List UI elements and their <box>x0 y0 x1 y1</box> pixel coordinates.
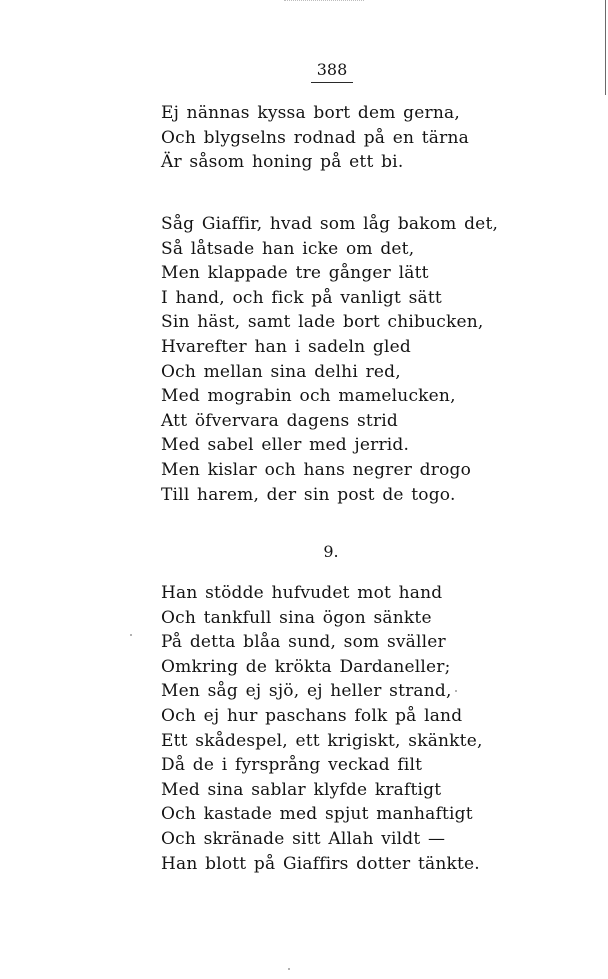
verse-line: Han blott på Giaffirs dotter tänkte. <box>161 853 480 874</box>
verse-line: Och skränade sitt Allah vildt — <box>161 828 446 849</box>
verse-line: Omkring de krökta Dardaneller; <box>161 656 451 677</box>
verse-line: Är såsom honing på ett bi. <box>161 152 404 173</box>
verse-line: Han stödde hufvudet mot hand <box>161 583 443 603</box>
verse-line: Till harem, der sin post de togo. <box>161 484 456 505</box>
verse-line: Med mograbin och mamelucken, <box>161 386 456 407</box>
verse-line: Då de i fyrsprång veckad filt <box>161 755 423 776</box>
verse-line: Med sina sablar klyfde kraftigt <box>161 779 442 800</box>
verse-line: Och tankfull sina ögon sänkte <box>161 607 432 628</box>
verse-line: Så låtsade han icke om det, <box>161 238 415 259</box>
verse-line: Sin häst, samt lade bort chibucken, <box>161 312 484 333</box>
stanza-1 <box>161 101 469 175</box>
page-edge-line <box>605 0 606 95</box>
verse-line: Och ej hur paschans folk på land <box>161 705 463 726</box>
verse-line: Men klappade tre gånger lätt <box>161 263 429 284</box>
verse-line: Ett skådespel, ett krigiskt, skänkte, <box>161 730 483 751</box>
verse-line: Och mellan sina delhi red, <box>161 361 401 382</box>
verse-line: I hand, och fick på vanligt sätt <box>161 287 442 308</box>
verse-line: Att öfvervara dagens strid <box>161 410 399 431</box>
stanza-2 <box>161 212 498 507</box>
verse-line: Med sabel eller med jerrid. <box>161 435 410 456</box>
page-number: 388 <box>316 60 348 79</box>
verse-line: Såg Giaffir, hvad som låg bakom det, <box>161 214 499 234</box>
verse-line: Hvarefter han i sadeln gled <box>161 336 411 357</box>
verse-line: Men såg ej sjö, ej heller strand, <box>161 681 452 702</box>
verse-line: Ej nännas kyssa bort dem gerna, <box>161 103 460 123</box>
verse-line: Och blygselns rodnad på en tärna <box>161 127 469 148</box>
verse-line: Men kislar och hans negrer drogo <box>161 459 472 480</box>
paper-speck <box>130 634 132 636</box>
top-edge-mark <box>284 0 364 3</box>
paper-speck <box>455 690 457 692</box>
verse-line: Och kastade med spjut manhaftigt <box>161 804 473 825</box>
stanza-3 <box>161 581 483 876</box>
page-number-rule <box>311 82 353 83</box>
verse-line: På detta blåa sund, som sväller <box>161 632 446 653</box>
section-number: 9. <box>323 542 339 561</box>
paper-speck <box>288 968 290 970</box>
